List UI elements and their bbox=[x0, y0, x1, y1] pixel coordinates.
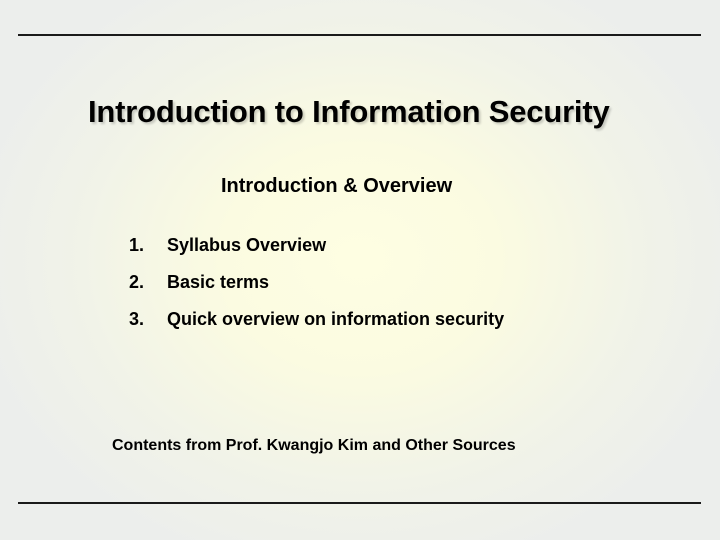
agenda-item-label: Basic terms bbox=[167, 272, 270, 292]
credit-line: Contents from Prof. Kwangjo Kim and Other Sources bbox=[112, 437, 516, 454]
slide-subtitle: Introduction & Overview bbox=[221, 175, 453, 197]
bottom-divider bbox=[18, 502, 701, 504]
slide-title: Introduction to Information Security bbox=[88, 94, 610, 129]
agenda-item-number: 2. bbox=[129, 272, 145, 292]
agenda-item-basic-terms bbox=[129, 272, 504, 309]
agenda-item-syllabus-overview bbox=[129, 235, 504, 272]
agenda-item-number: 1. bbox=[129, 235, 145, 255]
agenda-list bbox=[129, 235, 504, 346]
agenda-item-label: Syllabus Overview bbox=[167, 235, 327, 255]
agenda-item-quick-overview bbox=[129, 309, 504, 346]
agenda-item-label: Quick overview on information security bbox=[167, 309, 505, 329]
top-divider bbox=[18, 34, 701, 36]
agenda-item-number: 3. bbox=[129, 309, 145, 329]
